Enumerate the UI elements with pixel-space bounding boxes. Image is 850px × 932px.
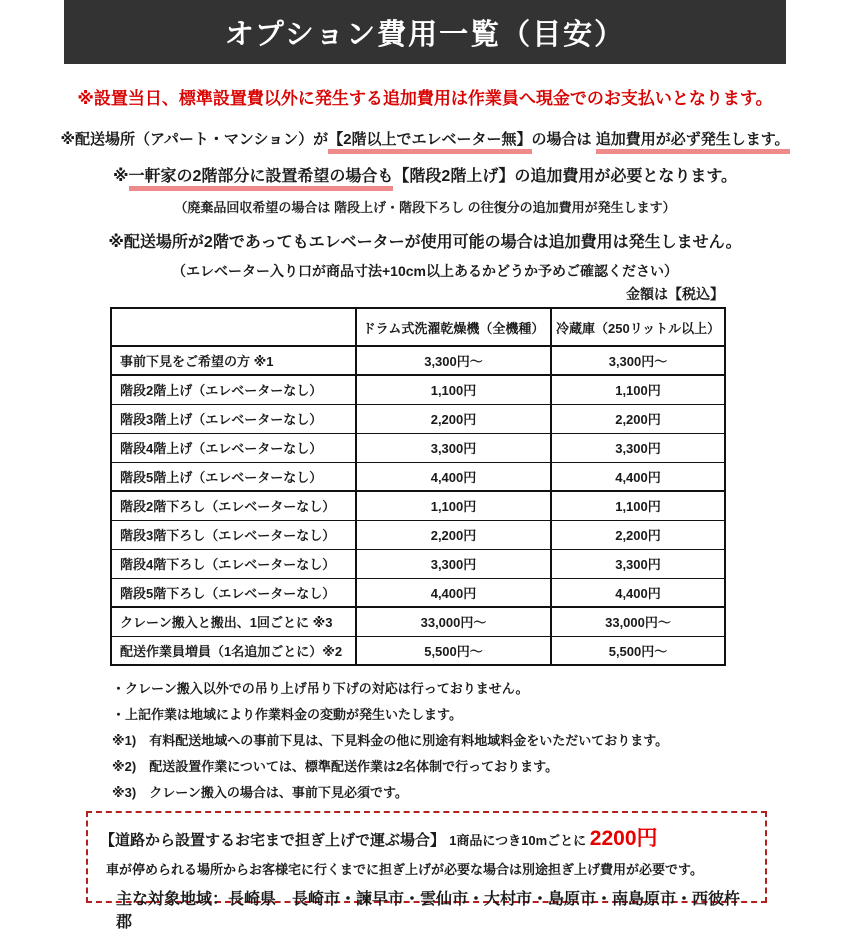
row-label: 階段4階上げ（エレベーターなし） bbox=[111, 433, 356, 462]
footnote-1: ※1) 有料配送地域への事前下見は、下見料金の他に別途有料地域料金をいただいております。 bbox=[112, 733, 669, 748]
row-label: 階段5階上げ（エレベーターなし） bbox=[111, 462, 356, 491]
price-fridge: 3,300円～ bbox=[551, 346, 725, 375]
table-row bbox=[111, 578, 725, 607]
notice-no-elevator-highlight-2: 追加費用が必ず発生します。 bbox=[596, 131, 790, 154]
price-drum: 3,300円 bbox=[356, 433, 551, 462]
notice-second-floor-house bbox=[0, 163, 850, 186]
row-label: 配送作業員増員（1名追加ごとに）※2 bbox=[111, 636, 356, 665]
price-fridge: 4,400円 bbox=[551, 462, 725, 491]
price-drum: 3,300円 bbox=[356, 549, 551, 578]
footnote-3: ※3) クレーン搬入の場合は、事前下見必須です。 bbox=[112, 785, 408, 800]
table-row bbox=[111, 433, 725, 462]
price-fridge: 3,300円 bbox=[551, 549, 725, 578]
carry-up-title: 【道路から設置するお宅まで担ぎ上げで運ぶ場合】 bbox=[100, 832, 446, 849]
carry-up-info-box bbox=[86, 811, 767, 931]
price-drum: 2,200円 bbox=[356, 520, 551, 549]
notice-no-elevator-highlight-1: 【2階以上でエレベーター無】 bbox=[328, 131, 531, 154]
price-drum: 3,300円～ bbox=[356, 346, 551, 375]
notice-elevator-size-check: （エレベーター入り口が商品寸法+10cm以上あるかどうか予めご確認ください） bbox=[172, 263, 678, 279]
row-label: 事前下見をご希望の方 ※1 bbox=[111, 346, 356, 375]
price-drum: 4,400円 bbox=[356, 462, 551, 491]
price-drum: 4,400円 bbox=[356, 578, 551, 607]
price-fridge: 4,400円 bbox=[551, 578, 725, 607]
price-fridge: 1,100円 bbox=[551, 491, 725, 520]
row-label: 階段4階下ろし（エレベーターなし） bbox=[111, 549, 356, 578]
carry-up-title-line bbox=[100, 822, 753, 852]
notice-no-elevator bbox=[0, 128, 850, 149]
price-fridge: 1,100円 bbox=[551, 375, 725, 404]
option-fee-table bbox=[110, 307, 726, 666]
table-row bbox=[111, 404, 725, 433]
row-label: クレーン搬入と搬出、1回ごとに ※3 bbox=[111, 607, 356, 636]
target-regions: 主な対象地域：長崎県 長崎市・諫早市・雲仙市・大村市・島原市・南島原市・西彼杵郡 bbox=[116, 891, 741, 931]
footnote-crane-only: ・クレーン搬入以外での吊り上げ吊り下げの対応は行っておりません。 bbox=[112, 681, 529, 696]
notice-no-elevator-prefix: ※配送場所（アパート・マンション）が bbox=[60, 131, 329, 148]
table-row bbox=[111, 491, 725, 520]
tax-included-note: 金額は【税込】 bbox=[626, 286, 724, 302]
header-cell-refrigerator: 冷蔵庫（250リットル以上） bbox=[551, 308, 725, 346]
price-fridge: 2,200円 bbox=[551, 520, 725, 549]
row-label: 階段2階上げ（エレベーターなし） bbox=[111, 375, 356, 404]
carry-up-condition: 車が停められる場所からお客様宅に行くまでに担ぎ上げが必要な場合は別途担ぎ上げ費用が必要です。 bbox=[106, 862, 703, 877]
notice-cash-payment: ※設置当日、標準設置費以外に発生する追加費用は作業員へ現金でのお支払いとなります。 bbox=[77, 89, 773, 108]
table-row bbox=[111, 462, 725, 491]
notice-no-elevator-mid: の場合は bbox=[531, 131, 596, 148]
carry-up-price: 2200円 bbox=[589, 827, 658, 850]
notice-elevator-available: ※配送場所が2階であってもエレベーターが使用可能の場合は追加費用は発生しません。 bbox=[108, 234, 742, 251]
footnote-2: ※2) 配送設置作業については、標準配送作業は2名体制で行っております。 bbox=[112, 759, 559, 774]
table-row bbox=[111, 607, 725, 636]
table-row bbox=[111, 375, 725, 404]
price-drum: 1,100円 bbox=[356, 491, 551, 520]
table-row bbox=[111, 549, 725, 578]
table-row bbox=[111, 346, 725, 375]
header-cell-drum-washer: ドラム式洗濯乾燥機（全機種） bbox=[356, 308, 551, 346]
notice-second-floor-suffix: 【階段2階上げ】の追加費用が必要となります。 bbox=[393, 168, 738, 185]
table-header-row bbox=[111, 308, 725, 346]
row-label: 階段5階下ろし（エレベーターなし） bbox=[111, 578, 356, 607]
price-fridge: 2,200円 bbox=[551, 404, 725, 433]
footnotes bbox=[112, 678, 850, 801]
header-cell-empty bbox=[111, 308, 356, 346]
carry-up-per-note: 1商品につき10mごとに bbox=[449, 833, 590, 848]
row-label: 階段2階下ろし（エレベーターなし） bbox=[111, 491, 356, 520]
price-drum: 2,200円 bbox=[356, 404, 551, 433]
page-title: オプション費用一覧（目安） bbox=[224, 18, 626, 51]
table-row bbox=[111, 636, 725, 665]
table-row bbox=[111, 520, 725, 549]
notice-second-floor-prefix: ※ bbox=[112, 168, 129, 185]
page-title-bar bbox=[64, 0, 786, 64]
notice-second-floor-highlight: 一軒家の2階部分に設置希望の場合も bbox=[129, 168, 394, 191]
footnote-region-variation: ・上記作業は地域により作業料金の変動が発生いたします。 bbox=[112, 707, 462, 722]
row-label: 階段3階下ろし（エレベーターなし） bbox=[111, 520, 356, 549]
row-label: 階段3階上げ（エレベーターなし） bbox=[111, 404, 356, 433]
price-drum: 1,100円 bbox=[356, 375, 551, 404]
price-drum: 5,500円～ bbox=[356, 636, 551, 665]
price-fridge: 5,500円～ bbox=[551, 636, 725, 665]
price-drum: 33,000円～ bbox=[356, 607, 551, 636]
notice-disposal-roundtrip: （廃棄品回収希望の場合は 階段上げ・階段下ろし の往復分の追加費用が発生します） bbox=[174, 200, 676, 215]
price-fridge: 33,000円～ bbox=[551, 607, 725, 636]
price-fridge: 3,300円 bbox=[551, 433, 725, 462]
